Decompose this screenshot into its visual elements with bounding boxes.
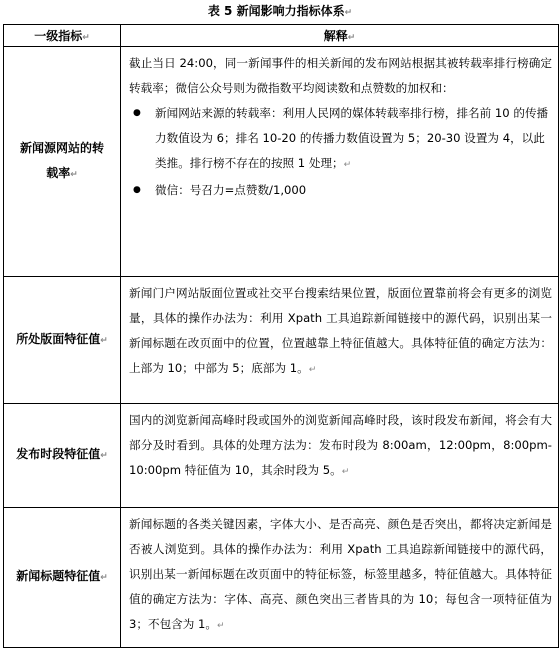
paragraph-mark-icon: ↵ bbox=[343, 160, 352, 170]
indicator-name-line: 载率 bbox=[46, 165, 71, 180]
header-row bbox=[4, 25, 559, 47]
paragraph-mark-icon: ↵ bbox=[100, 573, 108, 583]
explanation-text: 新闻标题的各类关键因素，字体大小、是否高亮、颜色是否突出，都将决定新闻是否被人浏览到。具体的操作办法为：利用 Xpath 工具追踪新闻链接中的源代码，识别出某一新闻标题在改页面中的特征标签，标签里越多，特征值越大。具体特征值的确定方法为：字体、高亮、颜色突出三者皆具的为 10；每包含一项特征值为 3；不包含为 1。 bbox=[129, 517, 552, 631]
indicator-name-line: 所处版面特征值 bbox=[16, 331, 101, 346]
list-item bbox=[129, 178, 552, 203]
paragraph-mark-icon: ↵ bbox=[341, 467, 350, 477]
indicator-explanation bbox=[121, 404, 559, 508]
header-indicator-label: 一级指标 bbox=[34, 29, 83, 43]
table-row bbox=[4, 277, 559, 404]
indicator-table bbox=[3, 24, 559, 648]
indicator-name bbox=[4, 277, 121, 404]
bullet-icon: ● bbox=[133, 185, 141, 195]
paragraph-mark-icon: ↵ bbox=[344, 8, 353, 18]
paragraph-mark-icon: ↵ bbox=[100, 451, 108, 461]
paragraph-mark-icon: ↵ bbox=[82, 33, 90, 43]
list-item-text: 微信：号召力=点赞数/1,000 bbox=[155, 183, 307, 197]
caption-text: 表 5 新闻影响力指标体系 bbox=[207, 4, 345, 18]
indicator-explanation bbox=[121, 508, 559, 648]
paragraph-mark-icon: ↵ bbox=[100, 335, 108, 346]
explanation-list bbox=[129, 101, 552, 203]
list-item-text: 新闻网站来源的转载率：利用人民网的媒体转载率排行榜，排名前 10 的传播力数值设为 6；排名 10-20 的传播力数值设置为 5；20-30 设置为 4，以此类推。排行榜不存在的按照 1 处理； bbox=[155, 106, 549, 170]
table-row bbox=[4, 47, 559, 277]
explanation-text: 新闻门户网站版面位置或社交平台搜索结果位置，版面位置靠前将会有更多的浏览量，具体的操作办法为：利用 Xpath 工具追踪新闻链接中的源代码，识别出某一新闻标题在改页面中的位置，位置越靠上特征值越大。具体特征值的确定方法为：上部为 10；中部为 5；底部为 1。 bbox=[129, 286, 552, 375]
table-row bbox=[4, 404, 559, 508]
indicator-name-line: 发布时段特征值 bbox=[16, 447, 101, 461]
table-caption bbox=[0, 2, 560, 22]
table-row bbox=[4, 508, 559, 648]
list-item bbox=[129, 101, 552, 178]
paragraph-mark-icon: ↵ bbox=[308, 365, 317, 375]
header-explanation bbox=[121, 25, 559, 47]
explanation-intro: 截止当日 24:00，同一新闻事件的相关新闻的发布网站根据其被转载率排行榜确定转载率；微信公众号则为微指数平均阅读数和点赞数的加权和： bbox=[129, 56, 552, 95]
indicator-explanation bbox=[121, 47, 559, 277]
explanation-text: 国内的浏览新闻高峰时段或国外的浏览新闻高峰时段，该时段发布新闻，将会有大部分及时看到。具体的处理方法为：发布时段为 8:00am，12:00pm，8:00pm-10:00pm 特征值为 10，其余时段为 5。 bbox=[129, 413, 552, 477]
paragraph-mark-icon: ↵ bbox=[70, 169, 78, 180]
indicator-name bbox=[4, 508, 121, 648]
header-explanation-label: 解释 bbox=[323, 29, 348, 43]
indicator-explanation bbox=[121, 277, 559, 404]
paragraph-mark-icon: ↵ bbox=[347, 33, 356, 43]
indicator-name bbox=[4, 404, 121, 508]
bullet-icon: ● bbox=[133, 108, 141, 118]
indicator-name-line: 新闻源网站的转 bbox=[19, 140, 104, 155]
indicator-name-line: 新闻标题特征值 bbox=[16, 569, 101, 583]
paragraph-mark-icon: ↵ bbox=[217, 621, 225, 631]
indicator-name bbox=[4, 47, 121, 277]
header-indicator bbox=[4, 25, 121, 47]
